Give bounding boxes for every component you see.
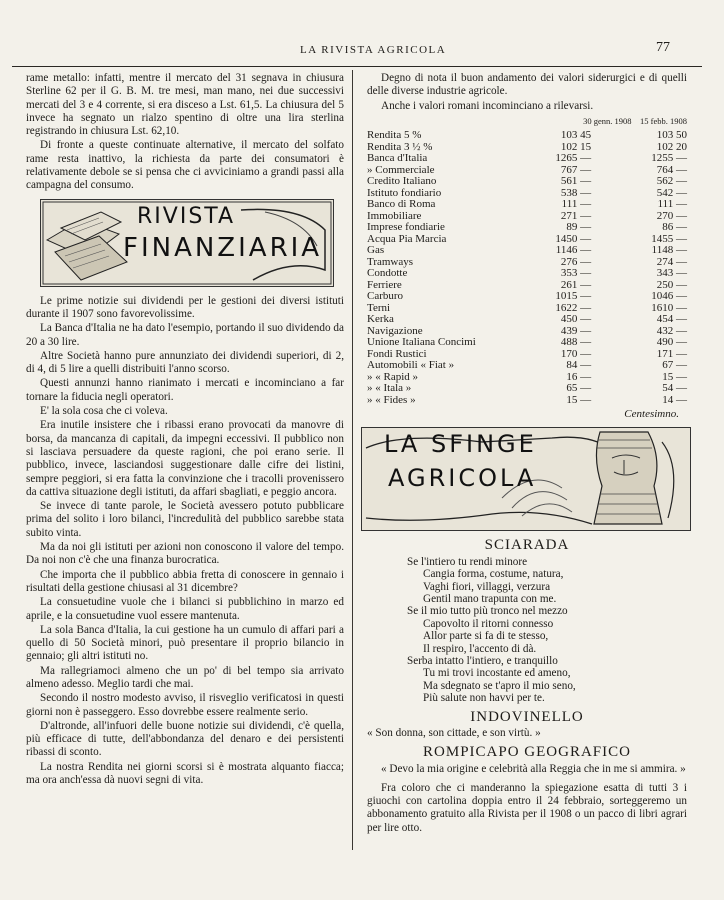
stock-value-feb: 103 50 xyxy=(656,129,687,142)
stock-row xyxy=(367,234,687,246)
stock-name: Condotte xyxy=(367,267,408,280)
stock-value-jan: 65 — xyxy=(566,382,592,395)
stock-value-jan: 1622 — xyxy=(555,301,592,314)
verse-line: Capovolto il ritorni connesso xyxy=(423,617,554,630)
stock-name: Gas xyxy=(367,244,385,257)
stock-value-feb: 1255 — xyxy=(651,152,687,165)
body-paragraph: Le prime notizie sui dividendi per le gestioni dei diversi istituti durante il 1907 sono favorevolissime. xyxy=(26,294,344,320)
stock-value-feb: 14 — xyxy=(662,393,687,406)
stock-name: Immobiliare xyxy=(367,209,422,222)
stock-row xyxy=(367,372,687,384)
banner-line-2: FINANZIARIA xyxy=(123,232,323,263)
body-paragraph: Ma da noi gli istituti per azioni non conoscono il valore del tempo. Da noi non c'è che una finanza burocratica. xyxy=(26,541,344,567)
stock-value-jan: 15 — xyxy=(566,393,592,406)
stock-value-feb: 490 — xyxy=(656,336,687,349)
stock-value-jan: 1450 — xyxy=(555,232,592,245)
stock-name: » Commerciale xyxy=(367,163,435,176)
body-paragraph: La consuetudine vuole che i bilanci si pubblichino in marzo ed aprile, e la consuetudine vuol essere mantenuta. xyxy=(26,596,344,622)
stock-value-jan: 538 — xyxy=(560,186,592,199)
body-paragraph: Che importa che il pubblico abbia fretta di conoscere in gennaio i risultati della gestione chiusasi al 31 dicembre? xyxy=(26,568,344,594)
indovinello-text: « Son donna, son cittade, e son virtù. » xyxy=(367,726,541,739)
stock-row xyxy=(367,314,687,326)
column-divider xyxy=(352,70,353,850)
banner-line-1: RIVISTA xyxy=(137,203,236,229)
stock-value-jan: 89 — xyxy=(566,221,592,234)
stock-value-feb: 1610 — xyxy=(651,301,687,314)
verse-line: Vaghi fiori, villaggi, verzura xyxy=(423,580,551,593)
stock-row xyxy=(367,337,687,349)
stock-name: Terni xyxy=(367,301,391,314)
body-paragraph: Secondo il nostro modesto avviso, il risveglio verificatosi in questi giorni non è passeggero. Esso dovrebbe essere realmente serio. xyxy=(26,692,344,718)
body-paragraph: D'altronde, all'infuori delle buone notizie sui dividendi, c'è quella, più efficace di tutte, dell'abbondanza del denaro e dei persistenti ribassi di sconto. xyxy=(26,719,344,759)
stock-name: Banca d'Italia xyxy=(367,152,428,165)
stock-value-feb: 432 — xyxy=(656,324,687,337)
body-paragraph: Era inutile insistere che i ribassi erano provocati da manovre di borsa, da mancanza di capitali, da impegni eccessivi. Il pubblico non si lasciava persuadere da queste ragioni, che poi erano serie. Il pubblico, invece, lasciandosi suggestionare dalle cifre dei listini, sempre peggiori, si era fatta la convinzione che i tracolli provenissero da cattiva situazione degli istituti, da affari sbagliati, e peggio ancora. xyxy=(26,419,344,498)
rompicapo-heading: ROMPICAPO GEOGRAFICO xyxy=(423,744,631,761)
verse-line: Gentil mano trapunta con me. xyxy=(423,593,557,605)
stock-value-feb: 250 — xyxy=(656,278,687,291)
stock-row xyxy=(367,257,687,269)
body-paragraph: La nostra Rendita nei giorni scorsi si è mostrata alquanto fiacca; ma ora anch'essa dà nuovi segni di vita. xyxy=(26,760,344,787)
verse-line: Se l'intiero tu rendi minore xyxy=(407,555,528,568)
sciarada-verse xyxy=(407,556,687,705)
stock-value-feb: 15 — xyxy=(662,370,687,383)
stock-value-feb: 102 20 xyxy=(656,140,687,153)
body-paragraph: Questi annunzi hanno rianimato i mercati e incominciano a far tornare la fiducia negli operatori. xyxy=(26,377,344,403)
stock-name: Carburo xyxy=(367,290,404,303)
stock-row xyxy=(367,280,687,292)
rompicapo-text: « Devo la mia origine e celebrità alla Reggia che in me si ammira. » xyxy=(381,762,686,775)
intro-paragraph: Di fronte a queste continuate alternative, il mercato del solfato rame resta inattivo, la richiesta da parte dei consumatori è relativamente debole se si pensa che ci avviciniamo a grandi passi alla campagna del consumo. xyxy=(26,139,344,192)
stock-value-feb: 1455 — xyxy=(651,232,687,245)
verse-line: Serba intatto l'intiero, e tranquillo xyxy=(407,655,558,668)
stock-name: Credito Italiano xyxy=(367,175,437,188)
stock-row xyxy=(367,176,687,188)
banner-line-1: LA SFINGE xyxy=(384,430,537,459)
verse-line: Ma sdegnato se t'apro il mio seno, xyxy=(423,679,576,692)
stock-value-jan: 16 — xyxy=(566,370,592,383)
stock-value-jan: 439 — xyxy=(560,324,592,337)
stock-value-feb: 1046 — xyxy=(651,290,687,303)
body-paragraph: Se invece di tante parole, le Società avessero potuto pubblicare prima del solito i loro bilanci, l'incredulità del pubblico sarebbe stata subito vinta. xyxy=(26,500,344,539)
stock-name: Tramways xyxy=(367,255,414,268)
stock-row xyxy=(367,360,687,372)
stock-name: Rendita 5 % xyxy=(367,129,422,142)
right-column xyxy=(367,72,687,836)
stock-row xyxy=(367,395,687,407)
stock-value-jan: 1265 — xyxy=(555,152,592,165)
stock-value-feb: 1148 — xyxy=(651,244,687,257)
running-header xyxy=(0,40,724,64)
stock-value-jan: 276 — xyxy=(560,255,592,268)
stock-value-jan: 353 — xyxy=(560,267,592,280)
stock-value-feb: 111 — xyxy=(657,198,687,211)
stock-name: Acqua Pia Marcia xyxy=(367,232,447,245)
stock-row xyxy=(367,222,687,234)
stock-value-jan: 111 — xyxy=(561,198,592,211)
stock-name: » « Itala » xyxy=(367,382,412,395)
verse-line: Il respiro, l'accento di dà. xyxy=(423,642,537,655)
stock-value-feb: 343 — xyxy=(656,267,687,280)
stock-value-jan: 84 — xyxy=(566,359,592,372)
table-date-header xyxy=(367,115,687,128)
stock-name: Ferriere xyxy=(367,278,402,291)
stock-row xyxy=(367,303,687,315)
stock-value-feb: 171 — xyxy=(656,347,687,360)
left-column xyxy=(26,72,344,788)
stock-value-feb: 86 — xyxy=(662,221,687,234)
stock-value-feb: 562 — xyxy=(656,175,687,188)
stock-value-feb: 454 — xyxy=(656,313,687,326)
body-paragraph: Altre Società hanno pure annunziato dei dividendi superiori, di 2, di 4, di 5 lire a quelli distribuiti l'anno scorso. xyxy=(26,349,344,376)
verse-line: Cangia forma, costume, natura, xyxy=(423,568,564,581)
stock-value-feb: 274 — xyxy=(656,255,687,268)
stock-value-feb: 54 — xyxy=(662,382,687,395)
stock-value-feb: 67 — xyxy=(662,359,687,372)
intro-paragraph: Degno di nota il buon andamento dei valori siderurgici e di quelli delle diverse industrie agricole. xyxy=(367,72,687,98)
stock-name: Istituto fondiario xyxy=(367,186,442,199)
intro-paragraph: Anche i valori romani incominciano a rilevarsi. xyxy=(381,99,594,112)
stock-value-jan: 102 15 xyxy=(560,140,592,153)
stock-value-jan: 261 — xyxy=(560,278,592,291)
stock-name: Imprese fondiarie xyxy=(367,221,445,234)
verse-line: Più salute non havvi per te. xyxy=(423,692,545,705)
stock-row xyxy=(367,383,687,395)
stock-value-jan: 103 45 xyxy=(560,129,592,142)
stock-row xyxy=(367,153,687,165)
stock-value-feb: 764 — xyxy=(656,163,687,176)
stock-row xyxy=(367,130,687,142)
stock-name: Kerka xyxy=(367,313,394,326)
stock-value-jan: 271 — xyxy=(560,209,592,222)
stock-row xyxy=(367,268,687,280)
body-paragraph: La sola Banca d'Italia, la cui gestione ha un cumulo di affari pari a quello di 50 Società minori, può presentare il proprio bilancio in gennaio; gli altri istituti no. xyxy=(26,623,344,663)
stock-value-jan: 170 — xyxy=(560,347,592,360)
banner-line-2: AGRICOLA xyxy=(388,464,537,493)
stock-name: Banco di Roma xyxy=(367,198,436,211)
stock-row xyxy=(367,199,687,211)
indovinello-heading: INDOVINELLO xyxy=(470,708,584,725)
stock-name: Navigazione xyxy=(367,324,423,337)
stock-value-jan: 767 — xyxy=(560,163,592,176)
stock-quotes-table xyxy=(367,130,687,406)
stock-value-jan: 1015 — xyxy=(555,290,592,303)
stock-name: Unione Italiana Concimi xyxy=(367,336,476,349)
contest-note: Fra coloro che ci manderanno la spiegazione esatta di tutti 3 i giuochi con cartolina doppia entro il 24 febbraio, sorteggeremo un abbonamento gratuito alla Rivista per il 1908 o un pacco di libri agrari per lire otto. xyxy=(367,781,687,834)
stock-name: » « Rapid » xyxy=(367,370,419,383)
stock-name: Automobili « Fiat » xyxy=(367,359,455,372)
date-column-1: 30 genn. 1908 xyxy=(583,115,632,126)
page-number: 77 xyxy=(656,40,670,55)
sciarada-heading: SCIARADA xyxy=(484,537,570,554)
stock-value-jan: 561 — xyxy=(560,175,592,188)
body-paragraph: La Banca d'Italia ne ha dato l'esempio, portando il suo dividendo da 20 a 30 lire. xyxy=(26,322,344,348)
stock-name: Rendita 3 ½ % xyxy=(367,140,433,153)
stock-value-feb: 542 — xyxy=(656,186,687,199)
rivista-finanziaria-banner xyxy=(40,199,334,287)
stock-row xyxy=(367,291,687,303)
journal-title: LA RIVISTA AGRICOLA xyxy=(300,44,447,56)
stock-value-feb: 270 — xyxy=(656,209,687,222)
stock-value-jan: 1146 — xyxy=(555,244,592,257)
body-paragraph: Ma rallegriamoci almeno che un po' di bel tempo sia arrivato almeno adesso. Meglio tardi che mai. xyxy=(26,664,344,690)
date-column-2: 15 febb. 1908 xyxy=(640,115,687,126)
sfinge-agricola-banner xyxy=(361,427,691,531)
header-rule xyxy=(12,66,702,67)
body-paragraph: E' la sola cosa che ci voleva. xyxy=(40,405,168,418)
stock-name: » « Fides » xyxy=(367,393,416,406)
verse-line: Tu mi trovi incostante ed ameno, xyxy=(423,667,571,680)
intro-paragraph: rame metallo: infatti, mentre il mercato del 31 segnava in chiusura Sterline 62 per il G. B. M. tre mesi, man mano, nei due successivi mercati del 3 e 4 corrente, si era disceso a Lst. 61,5. La chiusura del 5 invece ha segnato un rialzo spentino di oltre una lira sterlina registrando in chiusura Lst. 62,10. xyxy=(26,72,344,138)
stock-name: Fondi Rustici xyxy=(367,347,427,360)
stock-value-jan: 450 — xyxy=(560,313,592,326)
verse-line: Allor parte si fa di te stesso, xyxy=(423,630,549,643)
stock-value-jan: 488 — xyxy=(560,336,592,349)
signature: Centesimno. xyxy=(624,408,679,421)
verse-line: Se il mio tutto più tronco nel mezzo xyxy=(407,605,568,618)
stock-row xyxy=(367,245,687,257)
